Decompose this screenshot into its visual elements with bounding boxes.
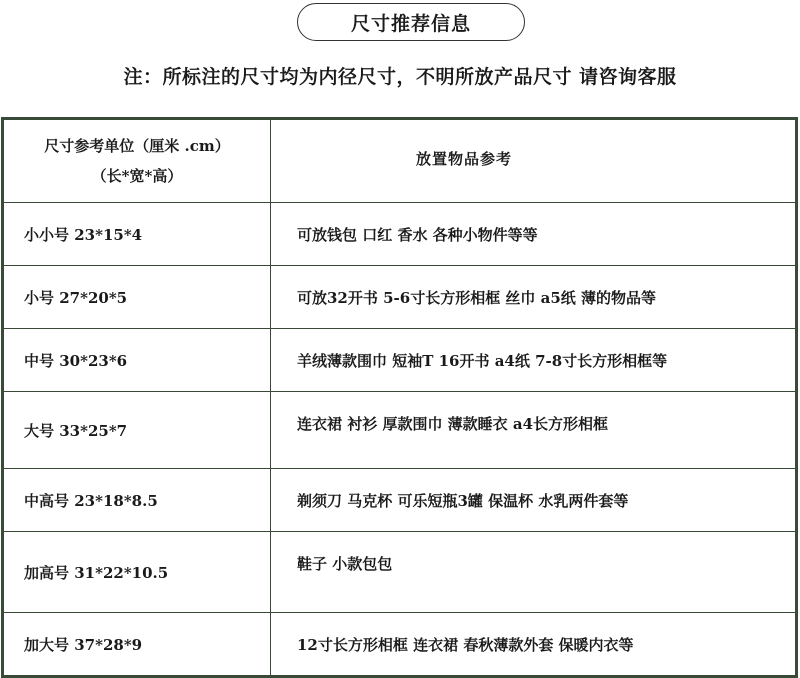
size-cell: 小小号 23*15*4 [3,203,271,266]
size-cell: 加大号 37*28*9 [3,613,271,677]
items-cell: 可放钱包 口红 香水 各种小物件等等 [271,203,797,266]
table-row [3,532,797,613]
items-cell: 鞋子 小款包包 [271,532,797,613]
table-row [3,392,797,469]
size-reference-table [1,117,798,678]
table-header-row [3,119,797,203]
section-title: 尺寸推荐信息 [297,3,525,41]
table-row [3,203,797,266]
items-cell: 连衣裙 衬衫 厚款围巾 薄款睡衣 a4长方形相框 [271,392,797,469]
items-cell: 剃须刀 马克杯 可乐短瓶3罐 保温杯 水乳两件套等 [271,469,797,532]
items-cell: 12寸长方形相框 连衣裙 春秋薄款外套 保暖内衣等 [271,613,797,677]
table-row [3,266,797,329]
size-unit-header [3,119,271,203]
table-row [3,329,797,392]
size-note: 注：所标注的尺寸均为内径尺寸，不明所放产品尺寸 请咨询客服 [123,66,677,88]
items-cell: 羊绒薄款围巾 短袖T 16开书 a4纸 7-8寸长方形相框等 [271,329,797,392]
table-row [3,469,797,532]
items-header: 放置物品参考 [271,119,797,203]
size-unit-header-line1: 尺寸参考单位（厘米 .cm） [44,137,230,155]
size-cell: 大号 33*25*7 [3,392,271,469]
size-cell: 小号 27*20*5 [3,266,271,329]
size-cell: 中高号 23*18*8.5 [3,469,271,532]
size-unit-header-line2: （长*宽*高） [91,167,183,185]
items-cell: 可放32开书 5-6寸长方形相框 丝巾 a5纸 薄的物品等 [271,266,797,329]
size-cell: 中号 30*23*6 [3,329,271,392]
table-row [3,613,797,677]
size-cell: 加高号 31*22*10.5 [3,532,271,613]
